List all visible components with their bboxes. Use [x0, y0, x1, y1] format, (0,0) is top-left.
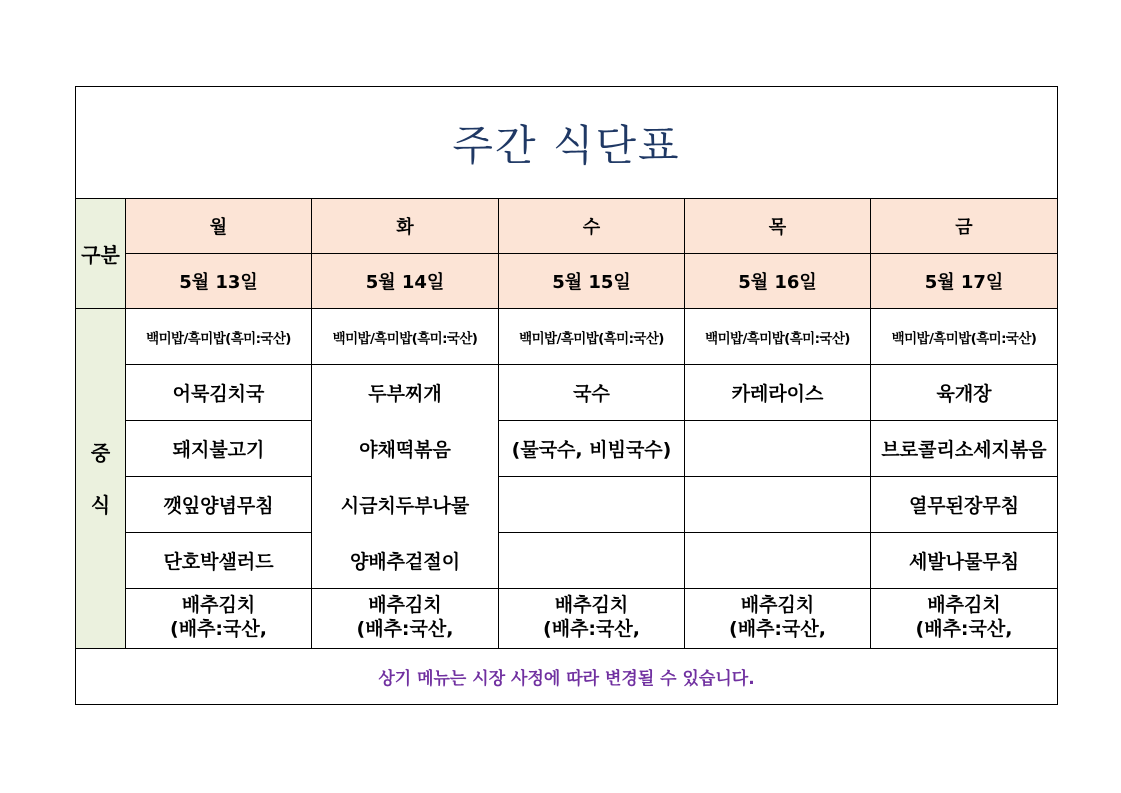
- kimchi-mon: [126, 589, 312, 649]
- rice-row: [76, 309, 1058, 365]
- lunch-label-char-2: 식: [90, 492, 111, 517]
- dish-wed-4: [499, 533, 685, 589]
- dish-tue-2: 야채떡볶음: [312, 421, 499, 477]
- dish-tue-1: 두부찌개: [312, 365, 499, 421]
- kimchi-mon-line-2: (배추:국산,: [170, 618, 267, 640]
- dish-row-3: [76, 477, 1058, 533]
- dish-row-2: [76, 421, 1058, 477]
- weekday-mon: 월: [126, 199, 312, 254]
- weekday-row: [76, 199, 1058, 254]
- dish-row-4: [76, 533, 1058, 589]
- date-row: [76, 254, 1058, 309]
- kimchi-fri-line-1: 배추김치: [927, 594, 1001, 616]
- dish-fri-4: 세발나물무침: [871, 533, 1058, 589]
- dish-mon-2: 돼지불고기: [126, 421, 312, 477]
- kimchi-tue-line-2: (배추:국산,: [356, 618, 454, 640]
- kimchi-thu-line-2: (배추:국산,: [729, 618, 826, 640]
- category-label: 구분: [76, 199, 126, 309]
- kimchi-wed-line-2: (배추:국산,: [543, 618, 640, 640]
- weekday-tue: 화: [312, 199, 499, 254]
- rice-fri: 백미밥/흑미밥(흑미:국산): [871, 309, 1058, 365]
- dish-tue-3: 시금치두부나물: [312, 477, 499, 533]
- kimchi-fri-line-2: (배추:국산,: [915, 618, 1013, 640]
- lunch-label-char-1: 중: [90, 440, 111, 465]
- rice-tue: 백미밥/흑미밥(흑미:국산): [312, 309, 499, 365]
- date-wed: 5월 15일: [499, 254, 685, 309]
- page-title: 주간 식단표: [76, 87, 1058, 199]
- kimchi-fri: [871, 589, 1058, 649]
- kimchi-wed: [499, 589, 685, 649]
- kimchi-wed-line-1: 배추김치: [554, 594, 629, 616]
- dish-mon-3: 깻잎양념무침: [126, 477, 312, 533]
- dish-thu-1: 카레라이스: [685, 365, 871, 421]
- kimchi-tue-line-1: 배추김치: [368, 594, 442, 616]
- dish-wed-2: (물국수, 비빔국수): [499, 421, 685, 477]
- dish-row-1: [76, 365, 1058, 421]
- dish-tue-4: 양배추겉절이: [312, 533, 499, 589]
- weekday-thu: 목: [685, 199, 871, 254]
- title-row: [76, 87, 1058, 199]
- kimchi-thu-line-1: 배추김치: [740, 594, 815, 616]
- date-mon: 5월 13일: [126, 254, 312, 309]
- dish-wed-3: [499, 477, 685, 533]
- lunch-label: [76, 309, 126, 649]
- dish-fri-1: 육개장: [871, 365, 1058, 421]
- rice-wed: 백미밥/흑미밥(흑미:국산): [499, 309, 685, 365]
- notice-text: 상기 메뉴는 시장 사정에 따라 변경될 수 있습니다.: [76, 649, 1058, 705]
- rice-thu: 백미밥/흑미밥(흑미:국산): [685, 309, 871, 365]
- dish-thu-4: [685, 533, 871, 589]
- weekly-menu-table: [75, 86, 1058, 705]
- weekday-fri: 금: [871, 199, 1058, 254]
- menu-sheet: [75, 86, 1057, 705]
- kimchi-tue: [312, 589, 499, 649]
- rice-mon: 백미밥/흑미밥(흑미:국산): [126, 309, 312, 365]
- kimchi-thu: [685, 589, 871, 649]
- weekday-wed: 수: [499, 199, 685, 254]
- dish-thu-3: [685, 477, 871, 533]
- dish-mon-4: 단호박샐러드: [126, 533, 312, 589]
- date-tue: 5월 14일: [312, 254, 499, 309]
- dish-fri-3: 열무된장무침: [871, 477, 1058, 533]
- date-thu: 5월 16일: [685, 254, 871, 309]
- dish-wed-1: 국수: [499, 365, 685, 421]
- notice-row: [76, 649, 1058, 705]
- date-fri: 5월 17일: [871, 254, 1058, 309]
- dish-mon-1: 어묵김치국: [126, 365, 312, 421]
- dish-thu-2: [685, 421, 871, 477]
- kimchi-mon-line-1: 배추김치: [181, 594, 256, 616]
- kimchi-row: [76, 589, 1058, 649]
- dish-fri-2: 브로콜리소세지볶음: [871, 421, 1058, 477]
